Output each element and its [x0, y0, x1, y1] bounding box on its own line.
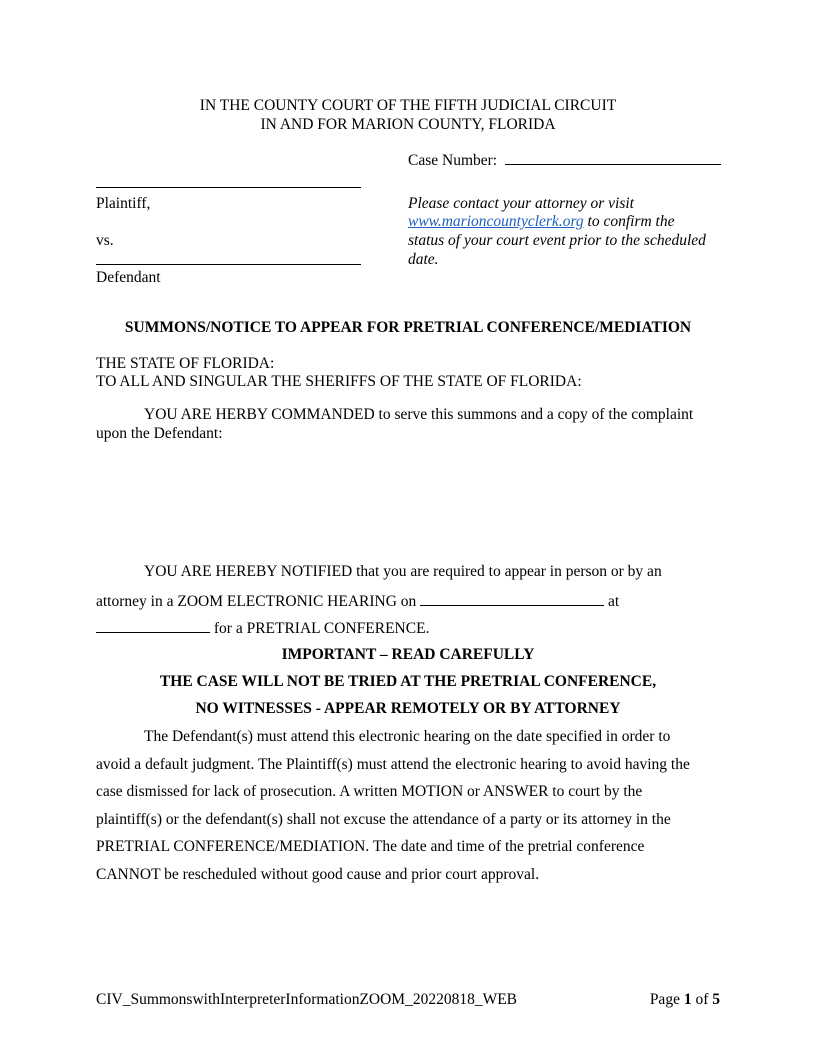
defendant-label: Defendant — [96, 269, 161, 286]
page-current: 1 — [683, 991, 692, 1008]
notice-line4: date. — [408, 251, 439, 268]
notified-line3-text: for a PRETRIAL CONFERENCE. — [210, 620, 430, 637]
notified-line3 — [96, 618, 429, 638]
state-line1: THE STATE OF FLORIDA: — [96, 355, 275, 372]
important-heading: IMPORTANT – READ CAREFULLY — [281, 646, 535, 663]
case-number-field[interactable] — [505, 150, 721, 165]
page-indicator — [650, 991, 720, 1009]
body-line3: case dismissed for lack of prosecution. A written MOTION or ANSWER to court by the — [96, 783, 643, 800]
plaintiff-label: Plaintiff, — [96, 195, 151, 212]
notice-line1: Please contact your attorney or visit — [408, 195, 634, 212]
clerk-website-link[interactable]: www.marioncountyclerk.org — [408, 213, 584, 230]
hearing-time-field[interactable] — [96, 618, 210, 633]
page-of: of — [691, 991, 713, 1008]
versus-label: vs. — [96, 232, 114, 249]
document-title: SUMMONS/NOTICE TO APPEAR FOR PRETRIAL CONFERENCE/MEDIATION — [124, 319, 692, 336]
notified-line1: YOU ARE HEREBY NOTIFIED that you are required to appear in person or by an — [144, 563, 662, 580]
notified-line2-at: at — [604, 593, 620, 610]
body-line5: PRETRIAL CONFERENCE/MEDIATION. The date and time of the pretrial conference — [96, 838, 645, 855]
case-number-label: Case Number: — [408, 152, 498, 169]
form-identifier: CIV_SummonswithInterpreterInformationZOOM_20220818_WEB — [96, 991, 518, 1008]
body-line2: avoid a default judgment. The Plaintiff(s) must attend the electronic hearing to avoid having the — [96, 756, 690, 773]
command-line2: upon the Defendant: — [96, 425, 223, 442]
hearing-date-field[interactable] — [420, 591, 604, 606]
important-line3: NO WITNESSES - APPEAR REMOTELY OR BY ATTORNEY — [195, 700, 621, 717]
plaintiff-name-line[interactable] — [96, 187, 361, 188]
state-line2: TO ALL AND SINGULAR THE SHERIFFS OF THE STATE OF FLORIDA: — [96, 373, 582, 390]
notified-line2 — [96, 591, 619, 611]
notice-line3: status of your court event prior to the scheduled — [408, 232, 706, 249]
notified-line2-text: attorney in a ZOOM ELECTRONIC HEARING on — [96, 593, 421, 610]
defendant-name-line[interactable] — [96, 264, 361, 265]
command-line1: YOU ARE HERBY COMMANDED to serve this summons and a copy of the complaint — [144, 406, 694, 423]
page-label: Page — [649, 991, 684, 1008]
body-line6: CANNOT be rescheduled without good cause and prior court approval. — [96, 866, 540, 883]
case-number-row — [408, 150, 721, 170]
court-heading-line2: IN AND FOR MARION COUNTY, FLORIDA — [260, 116, 556, 133]
body-line1: The Defendant(s) must attend this electronic hearing on the date specified in order to — [144, 728, 671, 745]
important-line2: THE CASE WILL NOT BE TRIED AT THE PRETRIAL CONFERENCE, — [159, 673, 657, 690]
court-heading-line1: IN THE COUNTY COURT OF THE FIFTH JUDICIAL CIRCUIT — [199, 97, 617, 114]
notice-after-link: to confirm the — [583, 213, 675, 230]
body-line4: plaintiff(s) or the defendant(s) shall not excuse the attendance of a party or its attorney in the — [96, 811, 671, 828]
notice-line2 — [408, 213, 675, 231]
page-total: 5 — [712, 991, 720, 1008]
